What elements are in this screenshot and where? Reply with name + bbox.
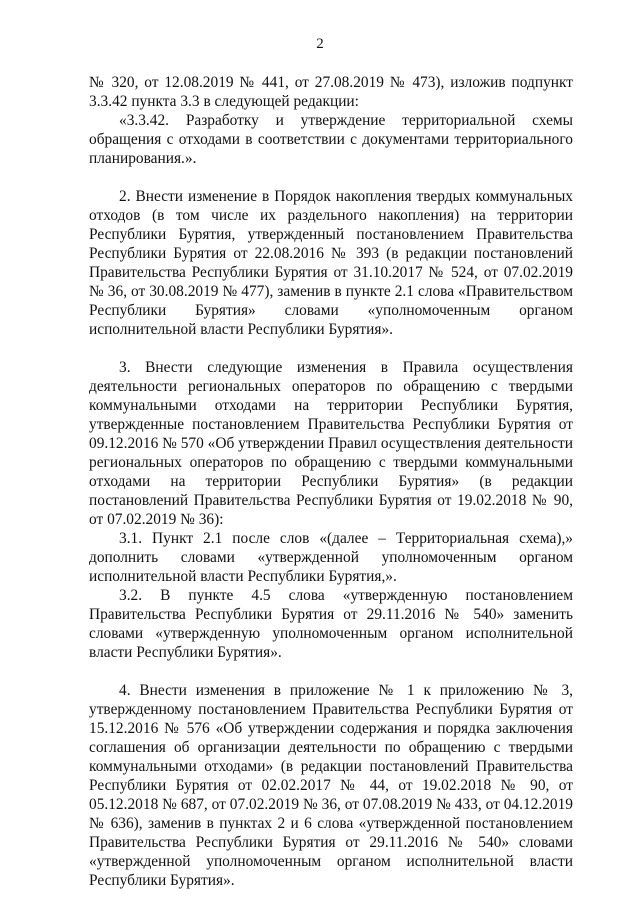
document-body [89,73,573,890]
paragraph-item-3-2: 3.2. В пункте 4.5 слова «утвержденную постановлением Правительства Республики Бурятия от 29.11.2016 № 540» заменить словами «утвержденную уполномоченным органом исполнительной власти Республики Бурятия». [89,587,573,661]
paragraph-item-4: 4. Внести изменения в приложение № 1 к приложению № 3, утвержденному постановлением Правительства Республики Бурятия от 15.12.2016 № 576 «Об утверждении содержания и порядка заключения соглашения об организации деятельности по обращению с твердыми коммунальными отходами» (в редакции постановлений Правительства Республики Бурятия от 02.02.2017 № 44, от 19.02.2018 № 90, от 05.12.2018 № 687, от 07.02.2019 № 36, от 07.08.2019 № 433, от 04.12.2019 № 636), заменив в пунктах 2 и 6 слова «утвержденной постановлением Правительства Республики Бурятия от 29.11.2016 № 540» словами «утвержденной уполномоченным органом исполнительной власти Республики Бурятия». [89,682,573,889]
page-number: 2 [316,36,324,52]
paragraph-item-2: 2. Внести изменение в Порядок накопления твердых коммунальных отходов (в том числе их раздельного накопления) на территории Республики Бурятия, утвержденный постановлением Правительства Республики Бурятия от 22.08.2016 № 393 (в редакции постановлений Правительства Республики Бурятия от 31.10.2017 № 524, от 07.02.2019 № 36, от 30.08.2019 № 477), заменив в пункте 2.1 слова «Правительством Республики Бурятия» словами «уполномоченным органом исполнительной власти Республики Бурятия». [89,188,573,338]
paragraph-item-3-1: 3.1. Пункт 2.1 после слов «(далее – Территориальная схема),» дополнить словами «утвержденной уполномоченным органом исполнительной власти Республики Бурятия,». [89,530,573,585]
paragraph-item-3: 3. Внести следующие изменения в Правила осуществления деятельности региональных операторов по обращению с твердыми коммунальными отходами на территории Республики Бурятия, утвержденные постановлением Правительства Республики Бурятия от 09.12.2016 № 570 «Об утверждении Правил осуществления деятельности региональных операторов по обращению с твердыми коммунальными отходами на территории Республики Бурятия» (в редакции постановлений Правительства Республики Бурятия от 19.02.2018 № 90, от 07.02.2019 № 36): [89,359,573,528]
paragraph-quoted-subclause: «3.3.42. Разработку и утверждение территориальной схемы обращения с отходами в соответствии с документами территориального планирования.». [89,112,573,167]
paragraph-continuation: № 320, от 12.08.2019 № 441, от 27.08.2019 № 473), изложив подпункт 3.3.42 пункта 3.3 в следующей редакции: [89,74,573,110]
